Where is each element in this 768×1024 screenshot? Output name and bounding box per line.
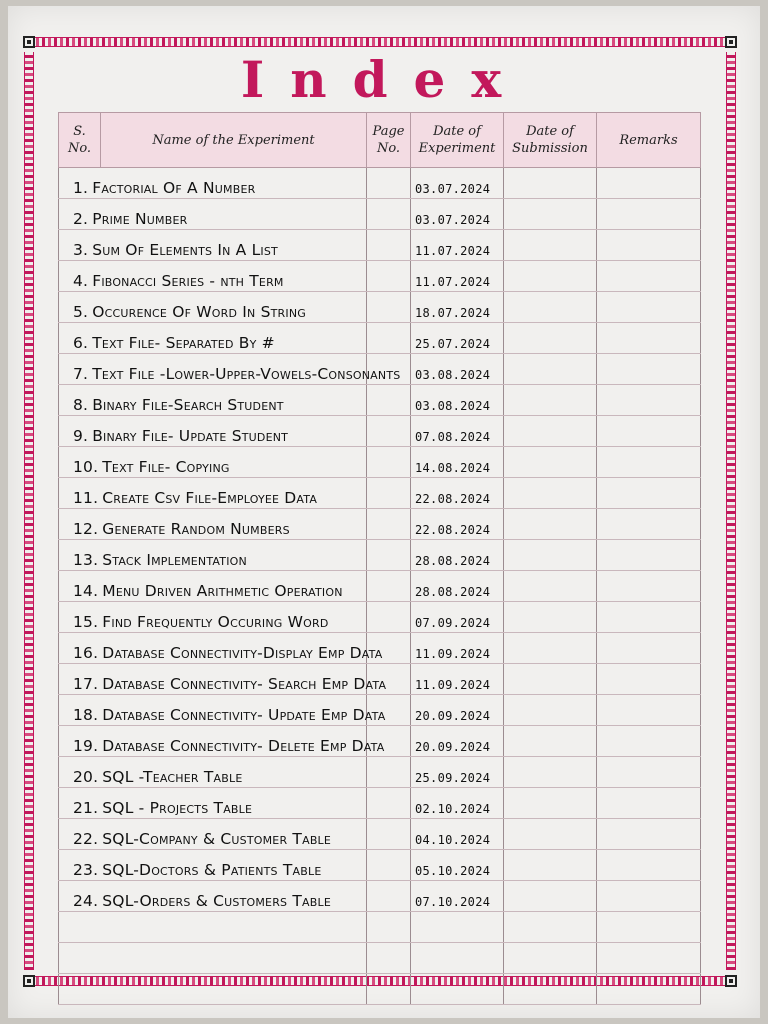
table-row <box>59 788 701 819</box>
date-of-experiment-cell: 05.10.2024 <box>411 850 504 881</box>
table-row <box>59 695 701 726</box>
table-row <box>59 912 701 943</box>
experiment-name-cell <box>59 695 386 726</box>
experiment-name-cell <box>59 974 367 1005</box>
page-no-cell <box>367 168 411 199</box>
page-no-cell <box>367 788 411 819</box>
table-row <box>59 571 701 602</box>
experiment-name-cell <box>59 819 367 850</box>
serial-number: 5. <box>73 303 89 321</box>
remarks-cell <box>597 571 701 602</box>
experiment-name: SQL-Company & Customer Table <box>102 830 332 848</box>
date-of-experiment-cell: 22.08.2024 <box>411 478 504 509</box>
serial-number: 21. <box>73 799 99 817</box>
remarks-cell <box>597 881 701 912</box>
table-row <box>59 633 701 664</box>
experiment-name: Find Frequently Occuring Word <box>102 613 329 631</box>
date-of-experiment-cell: 11.07.2024 <box>411 261 504 292</box>
experiment-name: Database Connectivity- Search Emp Data <box>102 675 387 693</box>
experiment-name-cell <box>59 385 367 416</box>
experiment-name-cell <box>59 757 367 788</box>
serial-number: 19. <box>73 737 99 755</box>
experiment-name-cell <box>59 230 367 261</box>
date-of-submission-cell <box>504 974 597 1005</box>
date-of-submission-cell <box>504 757 597 788</box>
date-of-experiment-cell: 03.07.2024 <box>411 199 504 230</box>
page-title: Index <box>240 50 528 109</box>
date-of-experiment-cell: 07.09.2024 <box>411 602 504 633</box>
table-row <box>59 881 701 912</box>
remarks-cell <box>597 788 701 819</box>
page-no-cell <box>367 478 411 509</box>
page-no-cell <box>367 540 411 571</box>
table-row <box>59 540 701 571</box>
corner-ornament-bottom-right <box>725 975 737 987</box>
experiment-name-cell <box>59 478 367 509</box>
date-of-experiment-cell: 11.07.2024 <box>411 230 504 261</box>
remarks-cell <box>597 416 701 447</box>
date-of-experiment-cell: 14.08.2024 <box>411 447 504 478</box>
header-date-of-submission: Date of Submission <box>504 113 597 168</box>
date-of-submission-cell <box>504 571 597 602</box>
page-no-cell <box>367 881 411 912</box>
experiment-name-cell <box>59 943 367 974</box>
page-no-cell <box>367 416 411 447</box>
date-of-submission-cell <box>504 478 597 509</box>
page-no-cell <box>367 943 411 974</box>
table-row <box>59 602 701 633</box>
date-of-experiment-cell: 25.07.2024 <box>411 323 504 354</box>
date-of-experiment-cell: 28.08.2024 <box>411 571 504 602</box>
table-row <box>59 943 701 974</box>
remarks-cell <box>597 323 701 354</box>
page-no-cell <box>367 509 411 540</box>
header-page-no: Page No. <box>367 113 411 168</box>
date-of-experiment-cell <box>411 912 504 943</box>
remarks-cell <box>597 292 701 323</box>
table-row <box>59 726 701 757</box>
table-row <box>59 230 701 261</box>
header-date-of-experiment: Date of Experiment <box>411 113 504 168</box>
date-of-submission-cell <box>504 819 597 850</box>
date-of-experiment-cell: 03.08.2024 <box>411 354 504 385</box>
table-row <box>59 974 701 1005</box>
date-of-submission-cell <box>504 943 597 974</box>
remarks-cell <box>597 509 701 540</box>
serial-number: 17. <box>73 675 99 693</box>
date-of-submission-cell <box>504 385 597 416</box>
table-row <box>59 385 701 416</box>
date-of-experiment-cell: 03.08.2024 <box>411 385 504 416</box>
table-row <box>59 168 701 199</box>
experiment-name: Database Connectivity- Update Emp Data <box>102 706 386 724</box>
page-no-cell <box>367 292 411 323</box>
table-row <box>59 664 701 695</box>
serial-number: 13. <box>73 551 99 569</box>
date-of-experiment-cell: 20.09.2024 <box>411 695 504 726</box>
notebook-page <box>8 6 760 1018</box>
corner-ornament-bottom-left <box>23 975 35 987</box>
serial-number: 12. <box>73 520 99 538</box>
header-sno: S. No. <box>59 113 101 168</box>
corner-ornament-top-right <box>725 36 737 48</box>
remarks-cell <box>597 912 701 943</box>
date-of-submission-cell <box>504 912 597 943</box>
date-of-experiment-cell: 22.08.2024 <box>411 509 504 540</box>
date-of-experiment-cell: 11.09.2024 <box>411 664 504 695</box>
experiment-name-cell <box>59 540 367 571</box>
experiment-name: Binary File- Update Student <box>92 427 289 445</box>
serial-number: 2. <box>73 210 89 228</box>
experiment-name-cell <box>59 571 367 602</box>
date-of-experiment-cell: 04.10.2024 <box>411 819 504 850</box>
experiment-name: Binary File-Search Student <box>92 396 284 414</box>
experiment-name-cell <box>59 447 367 478</box>
page-no-cell <box>367 447 411 478</box>
date-of-experiment-cell: 02.10.2024 <box>411 788 504 819</box>
experiment-name-cell <box>59 602 367 633</box>
serial-number: 16. <box>73 644 99 662</box>
serial-number: 1. <box>73 179 89 197</box>
serial-number: 23. <box>73 861 99 879</box>
date-of-submission-cell <box>504 540 597 571</box>
table-row <box>59 261 701 292</box>
header-row <box>59 113 701 168</box>
experiment-name: Text File- Copying <box>102 458 230 476</box>
serial-number: 20. <box>73 768 99 786</box>
experiment-name-cell <box>59 354 401 385</box>
remarks-cell <box>597 230 701 261</box>
experiment-name: Prime Number <box>92 210 188 228</box>
experiment-name-cell <box>59 168 367 199</box>
page-no-cell <box>367 819 411 850</box>
serial-number: 22. <box>73 830 99 848</box>
page-no-cell <box>367 199 411 230</box>
experiment-name: Text File -Lower-Upper-Vowels-Consonants <box>92 365 401 383</box>
experiment-name-cell <box>59 633 383 664</box>
remarks-cell <box>597 943 701 974</box>
remarks-cell <box>597 199 701 230</box>
date-of-submission-cell <box>504 509 597 540</box>
serial-number: 11. <box>73 489 99 507</box>
experiment-name: Generate Random Numbers <box>102 520 290 538</box>
date-of-experiment-cell: 20.09.2024 <box>411 726 504 757</box>
date-of-submission-cell <box>504 323 597 354</box>
page-no-cell <box>367 757 411 788</box>
date-of-submission-cell <box>504 447 597 478</box>
experiment-name-cell <box>59 199 367 230</box>
page-no-cell <box>367 261 411 292</box>
experiment-name-cell <box>59 664 387 695</box>
remarks-cell <box>597 354 701 385</box>
date-of-submission-cell <box>504 726 597 757</box>
page-no-cell <box>367 912 411 943</box>
date-of-submission-cell <box>504 602 597 633</box>
experiment-name: Factorial Of A Number <box>92 179 256 197</box>
experiment-name: Sum Of Elements In A List <box>92 241 278 259</box>
experiment-name-cell <box>59 912 367 943</box>
experiment-name: Stack Implementation <box>102 551 247 569</box>
experiment-name: Fibonacci Series - nth Term <box>92 272 284 290</box>
serial-number: 7. <box>73 365 89 383</box>
experiment-name-cell <box>59 416 367 447</box>
experiment-name: SQL -Teacher Table <box>102 768 243 786</box>
date-of-experiment-cell: 28.08.2024 <box>411 540 504 571</box>
remarks-cell <box>597 261 701 292</box>
page-no-cell <box>367 974 411 1005</box>
remarks-cell <box>597 540 701 571</box>
experiment-name: Occurence Of Word In String <box>92 303 306 321</box>
table-row <box>59 416 701 447</box>
remarks-cell <box>597 385 701 416</box>
top-border <box>30 37 734 47</box>
experiment-name: SQL-Doctors & Patients Table <box>102 861 322 879</box>
page-no-cell <box>367 571 411 602</box>
index-table <box>58 112 701 1005</box>
table-row <box>59 199 701 230</box>
serial-number: 15. <box>73 613 99 631</box>
serial-number: 9. <box>73 427 89 445</box>
date-of-experiment-cell: 07.10.2024 <box>411 881 504 912</box>
table-row <box>59 509 701 540</box>
date-of-experiment-cell: 03.07.2024 <box>411 168 504 199</box>
serial-number: 18. <box>73 706 99 724</box>
date-of-submission-cell <box>504 788 597 819</box>
date-of-submission-cell <box>504 261 597 292</box>
date-of-submission-cell <box>504 881 597 912</box>
experiment-name: SQL-Orders & Customers Table <box>102 892 331 910</box>
page-no-cell <box>367 385 411 416</box>
remarks-cell <box>597 602 701 633</box>
serial-number: 8. <box>73 396 89 414</box>
left-border <box>24 52 34 970</box>
date-of-experiment-cell: 07.08.2024 <box>411 416 504 447</box>
date-of-experiment-cell <box>411 943 504 974</box>
experiment-name-cell <box>59 292 367 323</box>
table-row <box>59 354 701 385</box>
right-border <box>726 52 736 970</box>
date-of-submission-cell <box>504 230 597 261</box>
remarks-cell <box>597 726 701 757</box>
experiment-name-cell <box>59 881 367 912</box>
page-no-cell <box>367 602 411 633</box>
remarks-cell <box>597 633 701 664</box>
serial-number: 6. <box>73 334 89 352</box>
date-of-submission-cell <box>504 292 597 323</box>
table-row <box>59 478 701 509</box>
remarks-cell <box>597 974 701 1005</box>
serial-number: 24. <box>73 892 99 910</box>
remarks-cell <box>597 168 701 199</box>
table-row <box>59 447 701 478</box>
header-experiment-name: Name of the Experiment <box>101 113 367 168</box>
experiment-name-cell <box>59 788 367 819</box>
corner-ornament-top-left <box>23 36 35 48</box>
serial-number: 14. <box>73 582 99 600</box>
serial-number: 3. <box>73 241 89 259</box>
date-of-submission-cell <box>504 633 597 664</box>
serial-number: 4. <box>73 272 89 290</box>
experiment-name: Database Connectivity-Display Emp Data <box>102 644 383 662</box>
experiment-name-cell <box>59 261 367 292</box>
page-no-cell <box>367 850 411 881</box>
experiment-name: Menu Driven Arithmetic Operation <box>102 582 343 600</box>
date-of-submission-cell <box>504 695 597 726</box>
date-of-submission-cell <box>504 199 597 230</box>
experiment-name: Create Csv File-Employee Data <box>102 489 318 507</box>
experiment-name-cell <box>59 509 367 540</box>
remarks-cell <box>597 664 701 695</box>
date-of-submission-cell <box>504 416 597 447</box>
remarks-cell <box>597 478 701 509</box>
date-of-experiment-cell: 25.09.2024 <box>411 757 504 788</box>
remarks-cell <box>597 695 701 726</box>
table-row <box>59 292 701 323</box>
table-row <box>59 323 701 354</box>
date-of-submission-cell <box>504 354 597 385</box>
remarks-cell <box>597 447 701 478</box>
serial-number: 10. <box>73 458 99 476</box>
page-no-cell <box>367 230 411 261</box>
date-of-experiment-cell <box>411 974 504 1005</box>
date-of-submission-cell <box>504 850 597 881</box>
table-row <box>59 819 701 850</box>
page-no-cell <box>367 323 411 354</box>
date-of-submission-cell <box>504 168 597 199</box>
experiment-name-cell <box>59 850 367 881</box>
date-of-submission-cell <box>504 664 597 695</box>
table-row <box>59 757 701 788</box>
remarks-cell <box>597 757 701 788</box>
experiment-name-cell <box>59 323 367 354</box>
table-row <box>59 850 701 881</box>
remarks-cell <box>597 850 701 881</box>
experiment-name-cell <box>59 726 385 757</box>
header-remarks: Remarks <box>597 113 701 168</box>
date-of-experiment-cell: 18.07.2024 <box>411 292 504 323</box>
remarks-cell <box>597 819 701 850</box>
experiment-name: Database Connectivity- Delete Emp Data <box>102 737 385 755</box>
experiment-name: Text File- Separated By # <box>92 334 275 352</box>
experiment-name: SQL - Projects Table <box>102 799 253 817</box>
date-of-experiment-cell: 11.09.2024 <box>411 633 504 664</box>
